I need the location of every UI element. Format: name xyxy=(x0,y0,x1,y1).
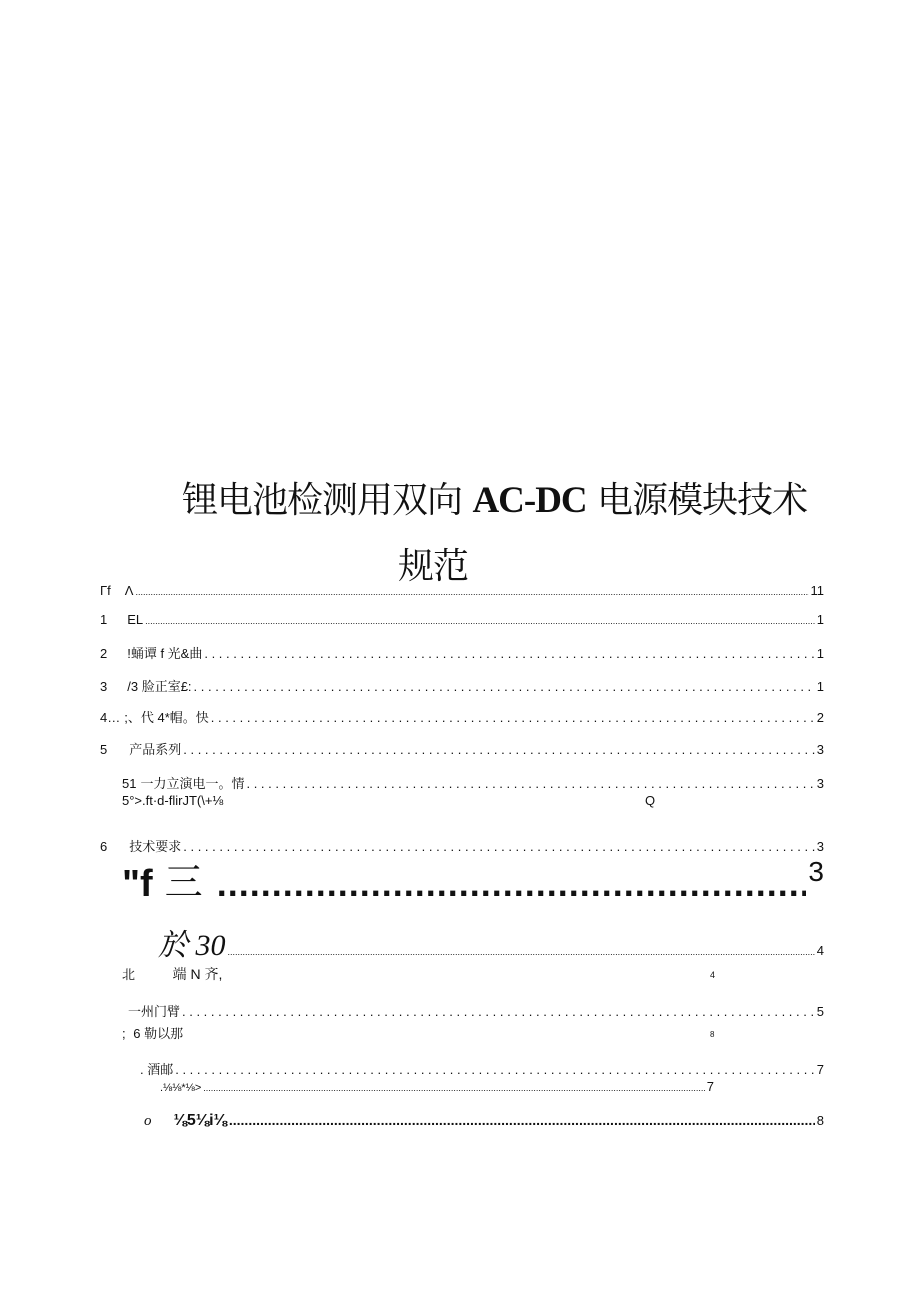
toc-entry[interactable] xyxy=(100,676,824,695)
toc-page: Q xyxy=(645,793,656,808)
toc-label: 三 xyxy=(164,860,203,904)
toc-label: ;、代 4*帽。快 xyxy=(124,710,209,725)
toc-page: 8 xyxy=(710,1030,715,1039)
toc-number: "f xyxy=(122,863,153,905)
toc-page: 3 xyxy=(808,856,824,887)
toc-entry-garbled[interactable]: 5°>.ft·d-flirJT(\+⅛ xyxy=(122,793,224,808)
toc-page: 5 xyxy=(816,1004,824,1019)
toc-leader xyxy=(246,776,814,791)
toc-page: 2 xyxy=(816,710,824,725)
toc-entry[interactable] xyxy=(100,739,824,758)
toc-page: 7 xyxy=(816,1062,824,1077)
toc-label: 一州门臂 xyxy=(128,1004,181,1019)
toc-page: 1 xyxy=(816,679,824,694)
toc-leader xyxy=(183,742,815,757)
toc-label: .⅛⅛*⅛> xyxy=(160,1082,202,1094)
toc-number: 51 xyxy=(122,776,137,791)
toc-number: o xyxy=(144,1113,152,1129)
toc-entry[interactable] xyxy=(158,920,824,964)
toc-number: 1 xyxy=(100,612,108,627)
toc-leader xyxy=(175,1062,815,1077)
toc-number: 3 xyxy=(100,679,108,694)
toc-page: 1 xyxy=(816,612,824,627)
document-title-line2: 规范 xyxy=(398,546,469,587)
title-part-c: 电源模块技术 xyxy=(586,480,808,521)
toc-page: 7 xyxy=(706,1079,714,1094)
toc-entry[interactable] xyxy=(100,612,824,627)
toc-label: 6 勒以那 xyxy=(133,1026,184,1041)
toc-number: 2 xyxy=(100,646,108,661)
toc-number: 5 xyxy=(100,742,108,757)
toc-page: 4 xyxy=(816,943,824,958)
toc-label: !蛹谭 f 光&曲 xyxy=(127,646,203,661)
title-part-a: 锂电池检测用双向 xyxy=(182,480,473,521)
toc-page: 1 xyxy=(816,646,824,661)
toc-entry-large[interactable] xyxy=(122,856,824,906)
toc-page: 3 xyxy=(816,776,824,791)
toc-leader xyxy=(182,1004,815,1019)
toc-label: 技术要求 xyxy=(129,839,182,854)
title-part-latin: AC-DC xyxy=(472,480,587,521)
toc-entry[interactable] xyxy=(100,707,824,726)
toc-page: 3 xyxy=(816,839,824,854)
toc-entry[interactable] xyxy=(160,1079,714,1094)
toc-page: 8 xyxy=(816,1113,824,1128)
toc-number: Γf xyxy=(100,583,111,598)
toc-leader xyxy=(194,679,815,694)
toc-leader xyxy=(204,646,814,661)
toc-entry[interactable] xyxy=(128,1001,824,1020)
toc-label: . 酒邮 xyxy=(140,1062,174,1077)
toc-label: EL xyxy=(127,612,144,627)
toc-number: 4… xyxy=(100,710,121,725)
toc-entry[interactable] xyxy=(122,773,824,792)
document-title xyxy=(182,472,807,523)
toc-label: 一力立演电一。情 xyxy=(140,776,245,791)
toc-label: 产品系列 xyxy=(129,742,182,757)
toc-entry[interactable] xyxy=(122,1023,183,1042)
toc-leader xyxy=(145,612,815,627)
toc-page: 11 xyxy=(810,583,824,598)
toc-label: /3 脸正室£: xyxy=(127,679,192,694)
toc-leader xyxy=(135,583,808,598)
toc-page: 4 xyxy=(710,970,716,980)
toc-page: 3 xyxy=(816,742,824,757)
toc-number: 6 xyxy=(100,839,108,854)
toc-label: 於 30 xyxy=(158,929,226,962)
toc-entry[interactable] xyxy=(100,583,824,598)
toc-label: 端 N 齐, xyxy=(172,966,223,982)
toc-number: ; xyxy=(122,1026,126,1041)
toc-leader xyxy=(228,942,815,960)
toc-entry[interactable] xyxy=(122,964,222,984)
toc-leader xyxy=(211,710,815,725)
toc-entry[interactable] xyxy=(144,1112,824,1130)
toc-number: 北 xyxy=(122,967,136,982)
toc-leader xyxy=(217,863,807,906)
toc-label: Λ xyxy=(124,583,134,598)
toc-label: ⅛5⅛i⅛ xyxy=(173,1112,227,1129)
toc-entry[interactable] xyxy=(100,836,824,855)
toc-entry[interactable] xyxy=(100,643,824,662)
toc-leader xyxy=(229,1112,815,1130)
toc-leader xyxy=(183,839,815,854)
toc-entry[interactable] xyxy=(140,1059,824,1078)
toc-leader xyxy=(203,1082,704,1094)
